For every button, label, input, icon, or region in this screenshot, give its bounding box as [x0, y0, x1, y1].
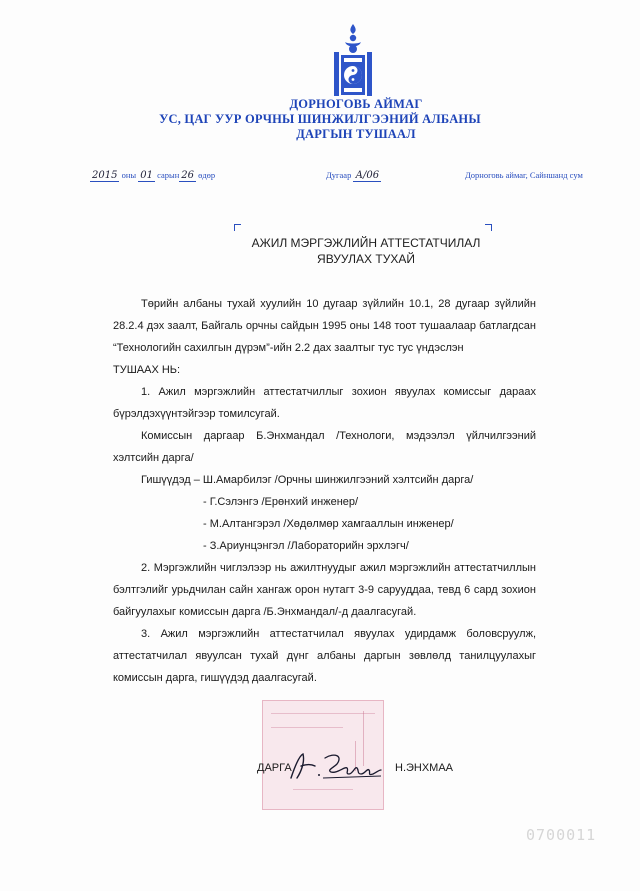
serial-number: 0700011: [526, 826, 597, 844]
document-date: [90, 170, 215, 182]
header-line-3: ДАРГЫН ТУШААЛ: [296, 127, 416, 141]
item-1: 1. Ажил мэргэжлийн аттестатчиллыг зохион явуулах комиссыг дараах бүрэлдэхүүнтэйгээр томилсугай.: [113, 386, 536, 420]
members-lead: Гишүүдэд – Ш.Амарбилэг /Орчны шинжилгээний хэлтсийн дарга/: [141, 474, 474, 486]
title-corner-left: [234, 224, 241, 231]
header-line-1: ДОРНОГОВЬ АЙМАГ: [289, 97, 423, 111]
document-title: [228, 235, 504, 267]
intro-paragraph: Төрийн албаны тухай хуулийн 10 дугаар зүйлийн 10.1, 28 дугаар зүйлийн 28.2.4 дэх заалт, Байгаль орчны сайдын 1995 оны 148 тоот тушаалаар батлагдсан “Технологийн сахилгын дүрэм”-ийн 2.2 дах заалтыг тус тус үндэслэн: [113, 298, 536, 354]
member-2: - Г.Сэлэнгэ /Ерөнхий инженер/: [203, 496, 359, 508]
handwritten-signature: [285, 748, 385, 784]
item-3: 3. Ажил мэргэжлийн аттестатчилал явуулах удирдамж боловсруулж, аттестатчилал явуулсан тухай дүнг албаны даргын зөвлөлд танилцуулахыг комиссын дарга, гишүүдэд даалгасугай.: [113, 628, 536, 684]
signatory-name: Н.ЭНХМАА: [395, 762, 454, 774]
order-heading: ТУШААХ НЬ:: [113, 364, 181, 376]
title-line-2: ЯВУУЛАХ ТУХАЙ: [317, 252, 415, 266]
date-year-suffix: оны: [121, 170, 137, 180]
soyombo-emblem-icon: [331, 22, 375, 100]
document-number: [326, 170, 381, 182]
commission-chair: Комиссын даргаар Б.Энхмандал /Технологи, мэдээлэл үйлчилгээний хэлтсийн дарга/: [113, 430, 536, 464]
signatory-role: ДАРГА: [257, 762, 292, 774]
date-month: 01: [140, 170, 153, 181]
title-line-1: АЖИЛ МЭРГЭЖЛИЙН АТТЕСТАТЧИЛАЛ: [251, 236, 481, 250]
date-year: 2015: [92, 170, 118, 181]
number-value: А/06: [355, 170, 380, 181]
document-body: [113, 293, 536, 689]
member-3: - М.Алтангэрэл /Хөдөлмөр хамгааллын инженер/: [203, 518, 454, 530]
header-line-2: УС, ЦАГ УУР ОРЧНЫ ШИНЖИЛГЭЭНИЙ АЛБАНЫ: [159, 112, 481, 126]
title-corner-right: [485, 224, 492, 231]
member-4: - З.Ариунцэнгэл /Лабораторийн эрхлэгч/: [203, 540, 409, 552]
item-2: 2. Мэргэжлийн чиглэлээр нь ажилтнуудыг ажил мэргэжлийн аттестатчиллын бэлтгэлийг урьдчилан сайн хангаж орон нутагт 3-9 сарууддаа, тевд 6 сард зохион байгуулахыг комиссын дарга /Б.Энхмандал/-д даалгасугай.: [113, 562, 536, 618]
date-month-suffix: сарын: [157, 170, 180, 180]
date-day: 26: [181, 170, 194, 181]
date-day-suffix: өдөр: [198, 170, 216, 180]
number-label: Дугаар: [326, 170, 352, 180]
document-place: Дорноговь аймаг, Сайншанд сум: [465, 170, 583, 180]
